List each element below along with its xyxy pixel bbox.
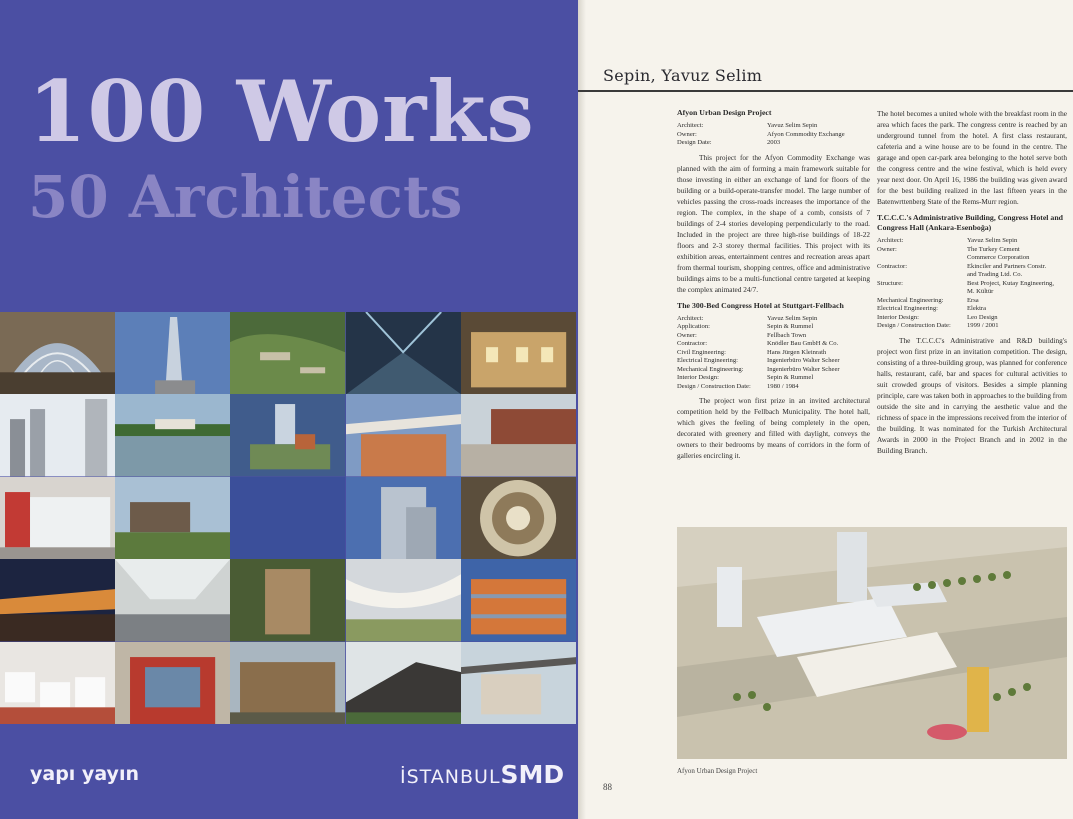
credit-value: Leo Design [967, 313, 998, 321]
credit-label: Mechanical Engineering: [677, 365, 744, 373]
credit-value: Commerce Corporation [967, 254, 1030, 261]
photo-complex-aerial [230, 394, 345, 476]
credit-label: Mechanical Engineering: [877, 296, 944, 304]
photo-glass-dome [0, 312, 115, 394]
credit-value: M. Kültür [967, 288, 994, 295]
credit-label: Design Date: [677, 139, 712, 146]
project2-credits [677, 315, 870, 392]
credit-value: Afyon Commodity Exchange [767, 130, 845, 138]
credit-label: Application: [677, 323, 710, 330]
credit-value: Sepin & Rummel [767, 323, 814, 330]
credit-value: Fellbach Town [767, 331, 807, 339]
photo-office-tower [346, 477, 461, 559]
credit-value: Ingenierbüro Walter Scheer [767, 357, 840, 364]
credit-value: 1980 / 1984 [767, 382, 799, 390]
photo-cantilever-roof [346, 394, 461, 476]
photo-modern-canopy [461, 642, 576, 724]
credit-label [877, 254, 967, 263]
photo-highrises [0, 394, 115, 476]
photo-arched-block [230, 642, 345, 724]
project1-credits [677, 122, 870, 148]
credit-label: Contractor: [877, 262, 908, 270]
logo-text-smd: SMD [500, 760, 565, 789]
credit-label: Structure: [877, 279, 904, 287]
credit-value: Ingenierbüro Walter Scheer [767, 365, 840, 373]
credit-value: Yavuz Selim Sepin [967, 237, 1018, 244]
book-page [578, 0, 1073, 819]
publisher-name: yapı yayın [30, 763, 139, 785]
photo-dome-interior [461, 477, 576, 559]
photo-tent-roof [346, 559, 461, 641]
cover-photo-grid [0, 312, 576, 724]
project2-title: The 300-Bed Congress Hotel at Stuttgart-Fellbach [677, 300, 844, 310]
credit-value: 1999 / 2001 [967, 322, 999, 329]
credit-label: Architect: [677, 122, 704, 129]
credit-label: Architect: [877, 237, 904, 244]
cover-title-line2: 50 Architects [28, 163, 463, 231]
credit-value: 2003 [767, 139, 781, 146]
credit-label: Design / Construction Date: [677, 382, 751, 390]
photo-tunnel [346, 312, 461, 394]
image-caption: Afyon Urban Design Project [677, 767, 758, 775]
credit-label: Interior Design: [677, 374, 719, 381]
photo-pavilion [115, 477, 230, 559]
project1-text: This project for the Afyon Commodity Exchange was planned with the aim of forming a main framework suitable for those investing in either an exchange of land for floors of the building or a build-operate-transfer model. The large number of vehicles passing the cross-roads increases the importance of the region. The complex, in the shape of a comb, consists of 7 buildings of 2-4 stories developing perpendicularly to the road. Included in the project are three high-rise buildings of 18-22 floors and 2-3 storey thermal facilities. This project with its exhibition areas, entertainment centres and recreation areas apart from thermal tourism, shopping centres, office and administrative buildings aims to be a multi-functional centre targeted at keeping the complex animated 24/7. [677, 152, 870, 294]
credit-label: Interior Design: [877, 313, 919, 321]
credit-value: Best Project, Kutay Engineering, [967, 279, 1054, 287]
project2-text: The project won first prize in an invited architectural competition held by the Fellbach Municipality. The hotel hall, which gives the feeling of being completely in the open, decorated with greenery and filled with daylight, conveys the owners to their bedrooms by means of corridors in the form of galleries encircling it. [677, 396, 870, 460]
photo-storefront [0, 477, 115, 559]
istanbul-smd-logo [400, 760, 564, 789]
credit-value: Ekinciler and Partners Constr. [967, 262, 1047, 270]
credit-label: Owner: [677, 331, 697, 339]
header-rule [578, 90, 1073, 92]
project1-title: Afyon Urban Design Project [677, 108, 772, 117]
photo-blue-sky [230, 477, 345, 559]
credit-label: Owner: [677, 130, 697, 138]
credit-label: Owner: [877, 245, 897, 253]
photo-stone-wall [230, 559, 345, 641]
photo-house-facade [461, 312, 576, 394]
project3-text: The T.C.C.C's Administrative and R&D building's project won first prize in an invitation competition. The design, consisting of a three-building group, was planned for conference halls, restaurant, café, bar and spaces for cultural activities to suit crowded groups of visitors. Besides a simple planning principle, care was taken both in approaches to the building from outside the site and in carrying the aesthetic value and the richness of space in the impressions received from the interior of the building. It was nominated for the Turkish Architectural Awards in 2000 in the Project Branch and in 2002 in the Building Branch. [877, 335, 1067, 455]
photo-plaza [461, 394, 576, 476]
text-column-right [877, 108, 1067, 462]
credit-label: Civil Engineering: [677, 348, 726, 356]
credit-label: Design / Construction Date: [877, 322, 951, 329]
project2-text-continued: The hotel becomes a united whole with the breakfast room in the area which faces the park. The congress centre is reached by an underground tunnel from the hotel. A first class restaurant, cafeteria and a wine house are to be found in the centre. The garage and open car-park area belonging to the hotel serve both the congress centre and the wine festival, which is held every year next door. On April 16, 1986 the building was given award for the best building realized in the last fifteen years in the Batenwrttenberg State of the Rems-Murr region. [877, 109, 1067, 206]
credit-value: Sepin & Rummel [767, 374, 814, 381]
photo-dark-facade [346, 642, 461, 724]
text-column-left [677, 108, 870, 467]
credit-label: Electrical Engineering: [877, 305, 938, 312]
logo-text-istanbul: İSTANBUL [400, 766, 501, 788]
photo-tower [115, 312, 230, 394]
credit-label: Architect: [677, 314, 704, 322]
cover-title-line1: 100 Works [28, 62, 535, 161]
credit-label [877, 271, 967, 280]
credit-value: Ersa [967, 296, 979, 304]
credit-value: Hans Jürgen Kleinrath [767, 348, 827, 356]
page-number: 88 [603, 782, 612, 792]
photo-white-houses [0, 642, 115, 724]
credit-value: Yavuz Selim Sepin [767, 122, 818, 129]
credit-value: Knödler Bau GmbH & Co. [767, 340, 839, 347]
photo-lake-villa [115, 394, 230, 476]
credit-label: Electrical Engineering: [677, 357, 738, 364]
photo-aerial-hills [230, 312, 345, 394]
credit-label [877, 288, 967, 297]
credit-label: Contractor: [677, 340, 708, 347]
project3-credits [877, 237, 1067, 331]
project3-title: T.C.C.C.'s Administrative Building, Congress Hotel and Congress Hall (Ankara-Esenboğa) [877, 213, 1063, 232]
photo-orange-panels [461, 559, 576, 641]
photo-night-building [0, 559, 115, 641]
credit-value: Yavuz Selim Sepin [767, 314, 818, 322]
afyon-rendering-image [677, 527, 1067, 759]
photo-red-building [115, 642, 230, 724]
credit-value: The Turkey Cement [967, 245, 1020, 253]
page-spine-shadow [578, 0, 586, 819]
page-header: Sepin, Yavuz Selim [603, 66, 763, 85]
photo-atrium-cars [115, 559, 230, 641]
credit-value: and Trading Ltd. Co. [967, 271, 1023, 278]
credit-value: Elektra [967, 305, 987, 312]
